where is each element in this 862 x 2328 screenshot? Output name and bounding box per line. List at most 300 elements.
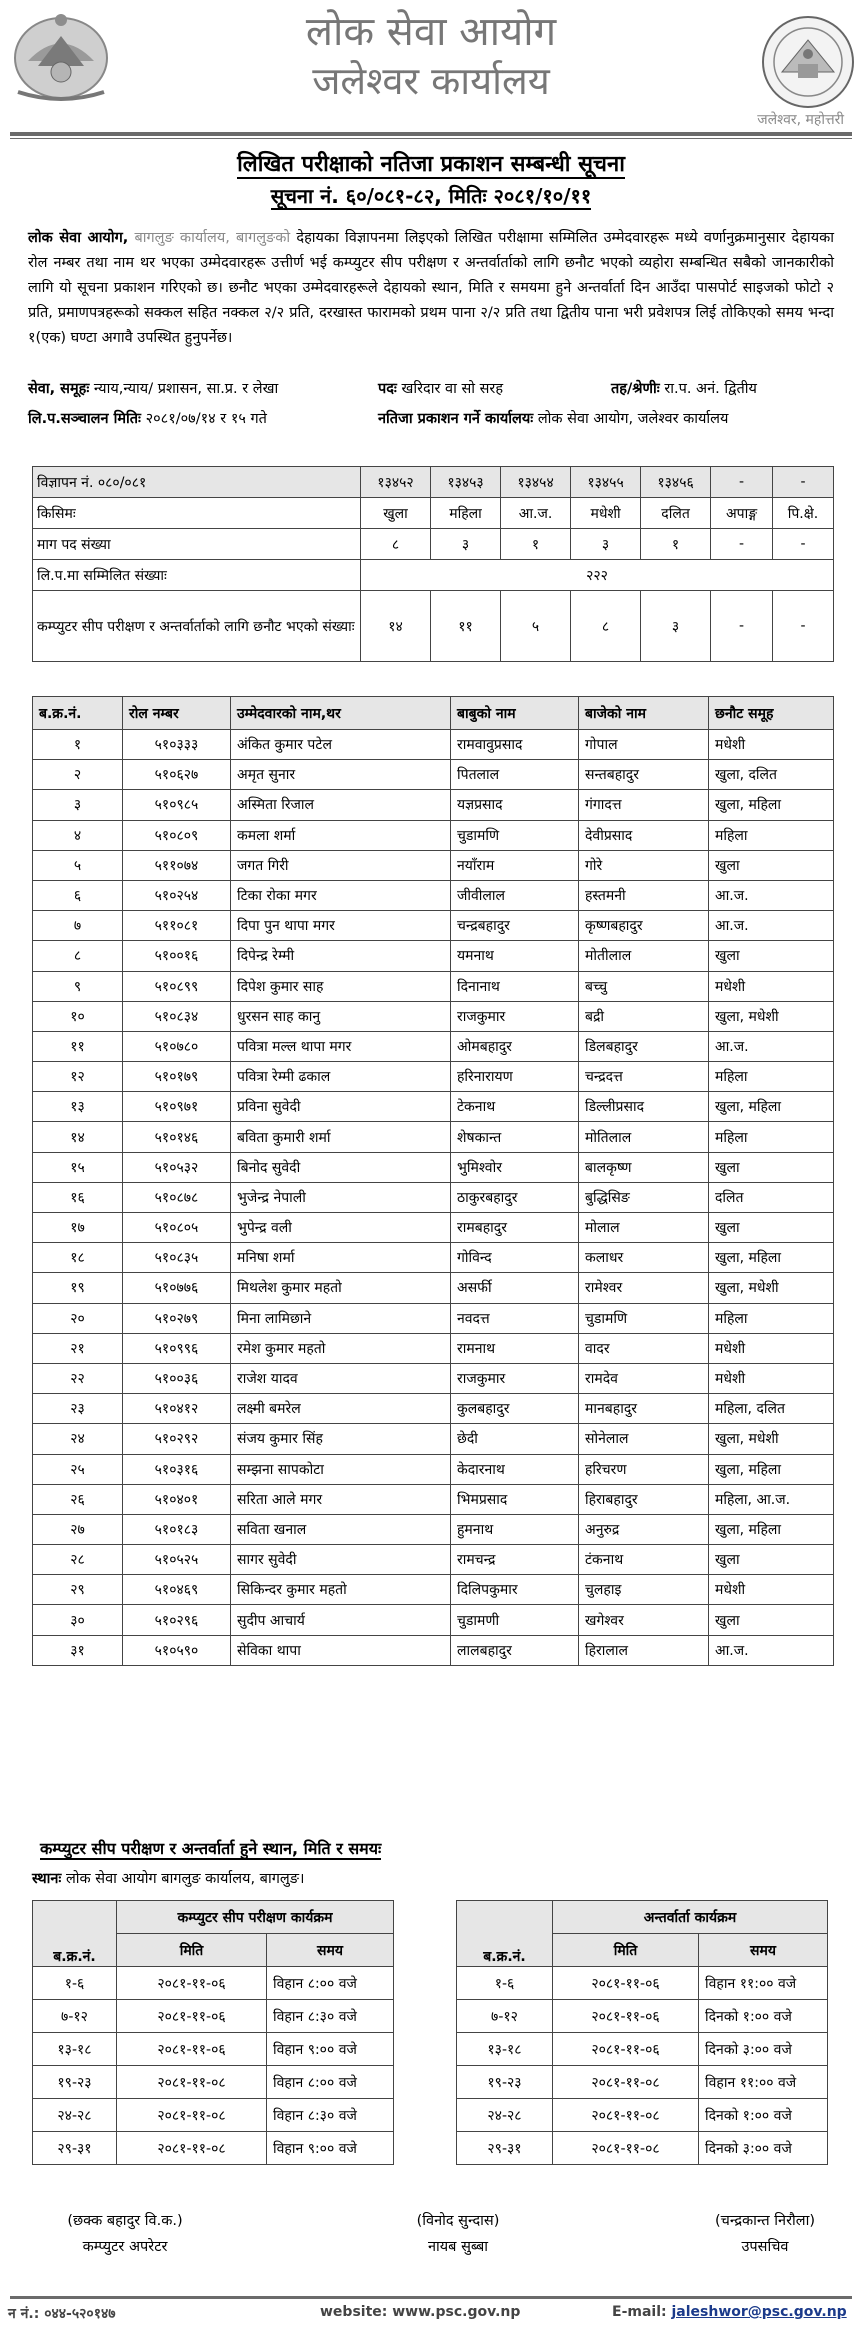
- cell-group: आ.ज.: [709, 1031, 834, 1061]
- schedule-row: [33, 1967, 394, 2000]
- cell-name: सुदीप आचार्य: [231, 1605, 451, 1635]
- cell-roll: ५१०२७९: [123, 1303, 231, 1333]
- cell-name: संजय कुमार सिंह: [231, 1424, 451, 1454]
- cell-serial: १९: [33, 1273, 123, 1303]
- table-row: [33, 1484, 834, 1514]
- schedule-serial-range: १-६: [33, 1967, 117, 2000]
- type-cell: मधेशी: [571, 498, 641, 529]
- cell-father: गोविन्द: [451, 1243, 579, 1273]
- cell-name: अस्मिता रिजाल: [231, 790, 451, 820]
- cell-serial: ९: [33, 971, 123, 1001]
- cell-roll: ५१०८९९: [123, 971, 231, 1001]
- cell-grandfather: हस्तमनी: [579, 880, 709, 910]
- cell-roll: ५१००३६: [123, 1363, 231, 1393]
- cell-serial: ५: [33, 850, 123, 880]
- cell-serial: २७: [33, 1514, 123, 1544]
- table-row: [33, 941, 834, 971]
- email-label: E-mail:: [612, 2304, 667, 2320]
- cell-serial: १८: [33, 1243, 123, 1273]
- cell-group: खुला, दलित: [709, 760, 834, 790]
- commission-ref: लोक सेवा आयोग,: [28, 230, 129, 246]
- schedule-row: [33, 2099, 394, 2132]
- cell-father: भुमिश्वोर: [451, 1152, 579, 1182]
- publish-office-label: नतिजा प्रकाशन गर्ने कार्यालयः: [378, 411, 534, 427]
- cell-serial: २८: [33, 1545, 123, 1575]
- schedule-row: [33, 2033, 394, 2066]
- office-name: जलेश्वर कार्यालय: [312, 59, 550, 103]
- schedule-time: विहान ९:०० वजे: [267, 2033, 394, 2066]
- cell-group: महिला: [709, 820, 834, 850]
- table-row: [33, 1182, 834, 1212]
- selected-cell: -: [772, 591, 833, 662]
- ad-number: -: [711, 467, 773, 498]
- ad-number: १३४५४: [501, 467, 571, 498]
- footer-website: [320, 2304, 520, 2320]
- table-row: [33, 1575, 834, 1605]
- col-father: बाबुको नाम: [451, 697, 579, 730]
- cell-name: दिपेन्द्र रेम्मी: [231, 941, 451, 971]
- table-row: [33, 1363, 834, 1393]
- candidate-table: [32, 696, 834, 1666]
- cell-name: कमला शर्मा: [231, 820, 451, 850]
- signature-section-officer: [388, 2210, 528, 2256]
- col-roll: रोल नम्बर: [123, 697, 231, 730]
- schedule-serial-range: ७-१२: [33, 2000, 117, 2033]
- cell-name: भुजेन्द्र नेपाली: [231, 1182, 451, 1212]
- table-row: [33, 1635, 834, 1665]
- cell-father: टेकनाथ: [451, 1092, 579, 1122]
- interview-schedule: [456, 1900, 828, 2165]
- cell-group: मधेशी: [709, 1363, 834, 1393]
- cell-roll: ५१०७७६: [123, 1273, 231, 1303]
- vacancy-demand-row: [33, 529, 834, 560]
- cell-group: खुला, महिला: [709, 1243, 834, 1273]
- cell-grandfather: बच्चु: [579, 971, 709, 1001]
- schedule-time: विहान ११:०० वजे: [699, 1967, 828, 2000]
- notice-title: लिखित परीक्षाको नतिजा प्रकाशन सम्बन्धी सूचना: [237, 152, 625, 177]
- cell-father: यज्ञप्रसाद: [451, 790, 579, 820]
- candidate-header-row: [33, 697, 834, 730]
- schedule-date: २०८१-११-०६: [553, 1967, 699, 2000]
- website-label: website:: [320, 2304, 388, 2320]
- vacancy-table: [32, 466, 834, 662]
- cell-father: राजकुमार: [451, 1363, 579, 1393]
- cell-serial: २३: [33, 1394, 123, 1424]
- selected-cell: ११: [431, 591, 501, 662]
- schedule-row: [33, 2066, 394, 2099]
- cell-group: आ.ज.: [709, 911, 834, 941]
- cell-group: आ.ज.: [709, 880, 834, 910]
- office-ref: बागलुङ कार्यालय, बागलुङको: [134, 230, 291, 246]
- cell-grandfather: मानबहादुर: [579, 1394, 709, 1424]
- schedule-head-row: [457, 1901, 828, 1934]
- schedule-row: [457, 2033, 828, 2066]
- cell-name: मिथलेश कुमार महतो: [231, 1273, 451, 1303]
- cell-roll: ५१०४१२: [123, 1394, 231, 1424]
- cell-name: रमेश कुमार महतो: [231, 1333, 451, 1363]
- schedule-date: २०८१-११-०८: [117, 2132, 267, 2165]
- office-location: जलेश्वर, महोत्तरी: [757, 112, 844, 128]
- signatory-name: (विनोद सुन्दास): [416, 2213, 500, 2229]
- schedule-time: विहान ११:०० वजे: [699, 2066, 828, 2099]
- schedule-date: २०८१-११-०८: [553, 2066, 699, 2099]
- demand-cell: १: [501, 529, 571, 560]
- psc-seal-logo: [760, 14, 856, 110]
- table-row: [33, 760, 834, 790]
- footer-divider: [10, 2296, 852, 2299]
- table-row: [33, 1243, 834, 1273]
- cell-serial: १३: [33, 1092, 123, 1122]
- cell-grandfather: मोतिलाल: [579, 1122, 709, 1152]
- cell-group: खुला, महिला: [709, 1514, 834, 1544]
- service-value: न्याय,न्याय/ प्रशासन, सा.प्र. र लेखा: [93, 381, 279, 397]
- venue-label: स्थानः: [32, 1871, 62, 1887]
- cell-roll: ५१०८०९: [123, 820, 231, 850]
- cell-name: मनिषा शर्मा: [231, 1243, 451, 1273]
- publish-office-value: लोक सेवा आयोग, जलेश्वर कार्यालय: [537, 411, 729, 427]
- cell-roll: ५१०४६९: [123, 1575, 231, 1605]
- schedule-heading: अन्तर्वार्ता कार्यक्रम: [553, 1901, 828, 1934]
- cell-serial: २४: [33, 1424, 123, 1454]
- schedule-row: [457, 2132, 828, 2165]
- cell-grandfather: वादर: [579, 1333, 709, 1363]
- cell-name: मिना लामिछाने: [231, 1303, 451, 1333]
- cell-father: कुलबहादुर: [451, 1394, 579, 1424]
- cell-name: बिनोद सुवेदी: [231, 1152, 451, 1182]
- level-label: तह/श्रेणीः: [611, 381, 660, 397]
- schedule-row: [457, 1967, 828, 2000]
- table-row: [33, 1122, 834, 1152]
- demand-cell: ८: [361, 529, 431, 560]
- cell-name: सागर सुवेदी: [231, 1545, 451, 1575]
- cell-serial: २०: [33, 1303, 123, 1333]
- cell-grandfather: गंगादत्त: [579, 790, 709, 820]
- cell-grandfather: अनुरुद्र: [579, 1514, 709, 1544]
- schedule-col-serial: ब.क्र.नं.: [457, 1901, 553, 1967]
- table-row: [33, 1062, 834, 1092]
- cell-father: केदारनाथ: [451, 1454, 579, 1484]
- cell-roll: ५१०३१६: [123, 1454, 231, 1484]
- demand-cell: -: [711, 529, 773, 560]
- table-row: [33, 850, 834, 880]
- cell-grandfather: चुडामणि: [579, 1303, 709, 1333]
- cell-group: खुला: [709, 1213, 834, 1243]
- table-row: [33, 1303, 834, 1333]
- cell-roll: ५१०२९२: [123, 1424, 231, 1454]
- cell-serial: २: [33, 760, 123, 790]
- venue: [32, 1868, 304, 1888]
- cell-grandfather: बालकृष्ण: [579, 1152, 709, 1182]
- schedule-time: विहान ९:०० वजे: [267, 2132, 394, 2165]
- demand-cell: १: [641, 529, 711, 560]
- demand-cell: -: [772, 529, 833, 560]
- cell-roll: ५१०२५४: [123, 880, 231, 910]
- cell-group: खुला, महिला: [709, 1454, 834, 1484]
- cell-name: जगत गिरी: [231, 850, 451, 880]
- cell-serial: १: [33, 730, 123, 760]
- cell-father: छेदी: [451, 1424, 579, 1454]
- commission-name: लोक सेवा आयोग: [305, 9, 557, 55]
- cell-serial: १७: [33, 1213, 123, 1243]
- schedule-date: २०८१-११-०८: [117, 2066, 267, 2099]
- vacancy-selected-row: [33, 591, 834, 662]
- venue-value: लोक सेवा आयोग बागलुङ कार्यालय, बागलुङ।: [65, 1871, 305, 1887]
- cell-group: खुला, महिला: [709, 1092, 834, 1122]
- cell-group: खुला, मधेशी: [709, 1001, 834, 1031]
- schedule-serial-range: १३-१८: [33, 2033, 117, 2066]
- signature-under-secretary: [680, 2210, 850, 2256]
- table-row: [33, 1213, 834, 1243]
- schedule-date: २०८१-११-०६: [553, 2033, 699, 2066]
- footer-email: [612, 2304, 847, 2320]
- cell-roll: ५१०९७१: [123, 1092, 231, 1122]
- cell-name: सिकिन्दर कुमार महतो: [231, 1575, 451, 1605]
- cell-grandfather: चुलहाइ: [579, 1575, 709, 1605]
- cell-roll: ५१०६२७: [123, 760, 231, 790]
- selected-cell: -: [711, 591, 773, 662]
- cell-grandfather: चन्द्रदत्त: [579, 1062, 709, 1092]
- cell-roll: ५१०५९०: [123, 1635, 231, 1665]
- table-row: [33, 880, 834, 910]
- ad-number: -: [772, 467, 833, 498]
- schedule-col-time: समय: [267, 1934, 394, 1967]
- cell-roll: ५१०८७८: [123, 1182, 231, 1212]
- exam-date-label: लि.प.सञ्चालन मितिः: [28, 411, 141, 427]
- notice-body: [28, 226, 834, 351]
- cell-roll: ५१०१४६: [123, 1122, 231, 1152]
- schedule-serial-range: १९-२३: [33, 2066, 117, 2099]
- cell-grandfather: खगेश्वर: [579, 1605, 709, 1635]
- schedule-title: कम्प्युटर सीप परीक्षण र अन्तर्वार्ता हुने स्थान, मिति र समयः: [40, 1839, 382, 1858]
- cell-grandfather: मोतीलाल: [579, 941, 709, 971]
- cell-serial: १०: [33, 1001, 123, 1031]
- cell-serial: ६: [33, 880, 123, 910]
- cell-roll: ५१०८३४: [123, 1001, 231, 1031]
- table-row: [33, 911, 834, 941]
- cell-group: मधेशी: [709, 1575, 834, 1605]
- table-row: [33, 1545, 834, 1575]
- schedule-serial-range: २४-२८: [33, 2099, 117, 2132]
- schedule-serial-range: ७-१२: [457, 2000, 553, 2033]
- cell-name: राजेश यादव: [231, 1363, 451, 1393]
- table-row: [33, 1605, 834, 1635]
- cell-name: अमृत सुनार: [231, 760, 451, 790]
- demand-cell: ३: [571, 529, 641, 560]
- cell-grandfather: कलाधर: [579, 1243, 709, 1273]
- schedule-date: २०८१-११-०६: [117, 2033, 267, 2066]
- signatory-name: (चन्द्रकान्त निरौला): [714, 2213, 815, 2229]
- cell-father: रामबहादुर: [451, 1213, 579, 1243]
- vacancy-participants-row: [33, 560, 834, 591]
- notice-body-text: देहायका विज्ञापनमा लिइएको लिखित परीक्षामा सम्मिलित उम्मेदवारहरू मध्ये वर्णानुक्रमानुसार देहायका रोल नम्बर तथा नाम थर भएका उम्मेदवारहरू उत्तीर्ण भई कम्प्युटर सीप परीक्षण र अन्तर्वार्ताको लागि छनौट भएको व्यहोरा सम्बन्धित सबैको जानकारीको लागि यो सूचना प्रकाशन गरिएको छ। छनौट भएका उम्मेदवारहरूले देहायको स्थान, मिति र समयमा हुने अन्तर्वार्ता दिन आउँदा पासपोर्ट साइजको फोटो २ प्रति, प्रमाणपत्रहरूको सक्कल सहित नक्कल २/२ प्रति, दरखास्त फारामको प्रथम पाना २/२ प्रति तथा द्वितीय पाना भरी प्रवेशपत्र लिई तोकिएको समय भन्दा १(एक) घण्टा अगावै उपस्थित हुनुपर्नेछ।: [28, 230, 835, 346]
- cell-roll: ५१०१८३: [123, 1514, 231, 1544]
- service-label: सेवा, समूहः: [28, 381, 90, 397]
- cell-name: सम्झना सापकोटा: [231, 1454, 451, 1484]
- schedule-serial-range: २९-३१: [33, 2132, 117, 2165]
- cell-father: ठाकुरबहादुर: [451, 1182, 579, 1212]
- cell-roll: ५१०३३३: [123, 730, 231, 760]
- demand-label: माग पद संख्या: [33, 529, 361, 560]
- cell-grandfather: टंकनाथ: [579, 1545, 709, 1575]
- schedule-serial-range: १३-१८: [457, 2033, 553, 2066]
- cell-name: बविता कुमारी शर्मा: [231, 1122, 451, 1152]
- cell-grandfather: बद्री: [579, 1001, 709, 1031]
- cell-father: जीवीलाल: [451, 880, 579, 910]
- exam-date-value: २०८१/०७/१४ र १५ गते: [145, 411, 267, 427]
- selected-cell: ३: [641, 591, 711, 662]
- type-cell: दलित: [641, 498, 711, 529]
- cell-roll: ५१०७८०: [123, 1031, 231, 1061]
- cell-group: महिला: [709, 1303, 834, 1333]
- schedule-time: दिनको १:०० वजे: [699, 2099, 828, 2132]
- cell-serial: २२: [33, 1363, 123, 1393]
- vacancy-ad-row: [33, 467, 834, 498]
- schedule-row: [33, 2132, 394, 2165]
- schedule-col-serial: ब.क्र.नं.: [33, 1901, 117, 1967]
- type-cell: महिला: [431, 498, 501, 529]
- cell-father: पितलाल: [451, 760, 579, 790]
- cell-name: सेविका थापा: [231, 1635, 451, 1665]
- cell-roll: ५१०९८५: [123, 790, 231, 820]
- cell-father: चुडामणी: [451, 1605, 579, 1635]
- cell-group: दलित: [709, 1182, 834, 1212]
- cell-father: चुडामणि: [451, 820, 579, 850]
- table-row: [33, 1273, 834, 1303]
- table-row: [33, 1152, 834, 1182]
- schedule-row: [457, 2066, 828, 2099]
- cell-serial: २९: [33, 1575, 123, 1605]
- cell-group: खुला: [709, 1545, 834, 1575]
- schedule-time: विहान ८:३० वजे: [267, 2099, 394, 2132]
- post-value: खरिदार वा सो सरह: [401, 381, 504, 397]
- schedule-col-date: मिति: [117, 1934, 267, 1967]
- cell-serial: ३१: [33, 1635, 123, 1665]
- table-row: [33, 820, 834, 850]
- cell-grandfather: बुद्धिसिङ: [579, 1182, 709, 1212]
- schedule-time: दिनको १:०० वजे: [699, 2000, 828, 2033]
- cell-roll: ५१०५२५: [123, 1545, 231, 1575]
- cell-group: मधेशी: [709, 730, 834, 760]
- schedule-date: २०८१-११-०६: [117, 2000, 267, 2033]
- ad-number: १३४५३: [431, 467, 501, 498]
- col-serial: ब.क्र.नं.: [33, 697, 123, 730]
- cell-roll: ५१००१६: [123, 941, 231, 971]
- cell-name: अंकित कुमार पटेल: [231, 730, 451, 760]
- schedule-row: [33, 2000, 394, 2033]
- ad-number: १३४५६: [641, 467, 711, 498]
- notice-number: सूचना नं. ६०/०८१-८२, मितिः २०८१/१०/११: [270, 184, 592, 208]
- schedule-time: विहान ८:३० वजे: [267, 2000, 394, 2033]
- cell-group: मधेशी: [709, 971, 834, 1001]
- cell-father: भिमप्रसाद: [451, 1484, 579, 1514]
- cell-serial: ३०: [33, 1605, 123, 1635]
- cell-father: हुमनाथ: [451, 1514, 579, 1544]
- cell-roll: ५१०२९६: [123, 1605, 231, 1635]
- participants-label: लि.प.मा सम्मिलित संख्याः: [33, 560, 361, 591]
- cell-grandfather: हिरालाल: [579, 1635, 709, 1665]
- ad-label: विज्ञापन नं. ०८०/०८१: [33, 467, 361, 498]
- schedule-heading: कम्प्युटर सीप परीक्षण कार्यक्रम: [117, 1901, 394, 1934]
- cell-name: सविता खनाल: [231, 1514, 451, 1544]
- cell-group: खुला, मधेशी: [709, 1424, 834, 1454]
- cell-group: खुला, महिला: [709, 790, 834, 820]
- cell-group: महिला, दलित: [709, 1394, 834, 1424]
- signatory-designation: उपसचिव: [741, 2239, 789, 2255]
- signatory-designation: कम्प्युटर अपरेटर: [82, 2239, 168, 2255]
- schedule-date: २०८१-११-०८: [117, 2099, 267, 2132]
- cell-roll: ५१०८०५: [123, 1213, 231, 1243]
- level-value: रा.प. अनं. द्वितीय: [664, 381, 757, 397]
- schedule-time: विहान ८:०० वजे: [267, 2066, 394, 2099]
- schedule-time: दिनको ३:०० वजे: [699, 2033, 828, 2066]
- schedule-date: २०८१-११-०८: [553, 2099, 699, 2132]
- cell-group: महिला: [709, 1062, 834, 1092]
- cell-father: रामवावुप्रसाद: [451, 730, 579, 760]
- cell-roll: ५१०९९६: [123, 1333, 231, 1363]
- cell-father: दिनानाथ: [451, 971, 579, 1001]
- computer-test-schedule: [32, 1900, 394, 2165]
- cell-name: दिपेश कुमार साह: [231, 971, 451, 1001]
- cell-grandfather: कृष्णबहादुर: [579, 911, 709, 941]
- col-group: छनौट समूह: [709, 697, 834, 730]
- email-link[interactable]: jaleshwor@psc.gov.np: [671, 2304, 847, 2320]
- cell-group: खुला, मधेशी: [709, 1273, 834, 1303]
- signatory-name: (छक्क बहादुर वि.क.): [67, 2213, 183, 2229]
- cell-name: भुपेन्द्र वली: [231, 1213, 451, 1243]
- participants-count: २२२: [361, 560, 834, 591]
- website-link[interactable]: www.psc.gov.np: [392, 2304, 521, 2320]
- cell-roll: ५१०१७९: [123, 1062, 231, 1092]
- selected-label: कम्प्युटर सीप परीक्षण र अन्तर्वार्ताको लागि छनौट भएको संख्याः: [33, 591, 361, 662]
- cell-father: हरिनारायण: [451, 1062, 579, 1092]
- cell-serial: ११: [33, 1031, 123, 1061]
- type-label: किसिमः: [33, 498, 361, 529]
- cell-roll: ५११०७४: [123, 850, 231, 880]
- cell-roll: ५१०८३५: [123, 1243, 231, 1273]
- cell-grandfather: सन्तबहादुर: [579, 760, 709, 790]
- table-row: [33, 1394, 834, 1424]
- header-divider: [10, 132, 852, 136]
- type-cell: खुला: [361, 498, 431, 529]
- table-row: [33, 790, 834, 820]
- cell-name: पवित्रा मल्ल थापा मगर: [231, 1031, 451, 1061]
- cell-father: रामचन्द्र: [451, 1545, 579, 1575]
- table-row: [33, 1001, 834, 1031]
- cell-grandfather: रामदेव: [579, 1363, 709, 1393]
- cell-group: खुला: [709, 941, 834, 971]
- cell-name: सरिता आले मगर: [231, 1484, 451, 1514]
- cell-group: खुला: [709, 1152, 834, 1182]
- cell-name: टिका रोका मगर: [231, 880, 451, 910]
- cell-name: प्रविना सुवेदी: [231, 1092, 451, 1122]
- cell-grandfather: हरिचरण: [579, 1454, 709, 1484]
- cell-father: राजकुमार: [451, 1001, 579, 1031]
- cell-name: धुरसन साह कानु: [231, 1001, 451, 1031]
- cell-name: पवित्रा रेम्मी ढकाल: [231, 1062, 451, 1092]
- cell-roll: ५१०५३२: [123, 1152, 231, 1182]
- cell-father: रामनाथ: [451, 1333, 579, 1363]
- header-divider-thin: [10, 138, 852, 139]
- cell-father: लालबहादुर: [451, 1635, 579, 1665]
- footer-phone: न नं.: ०४४-५२०१४७: [8, 2306, 116, 2322]
- cell-group: आ.ज.: [709, 1635, 834, 1665]
- cell-serial: १२: [33, 1062, 123, 1092]
- ad-number: १३४५५: [571, 467, 641, 498]
- table-row: [33, 971, 834, 1001]
- schedule-serial-range: १-६: [457, 1967, 553, 2000]
- demand-cell: ३: [431, 529, 501, 560]
- selected-cell: १४: [361, 591, 431, 662]
